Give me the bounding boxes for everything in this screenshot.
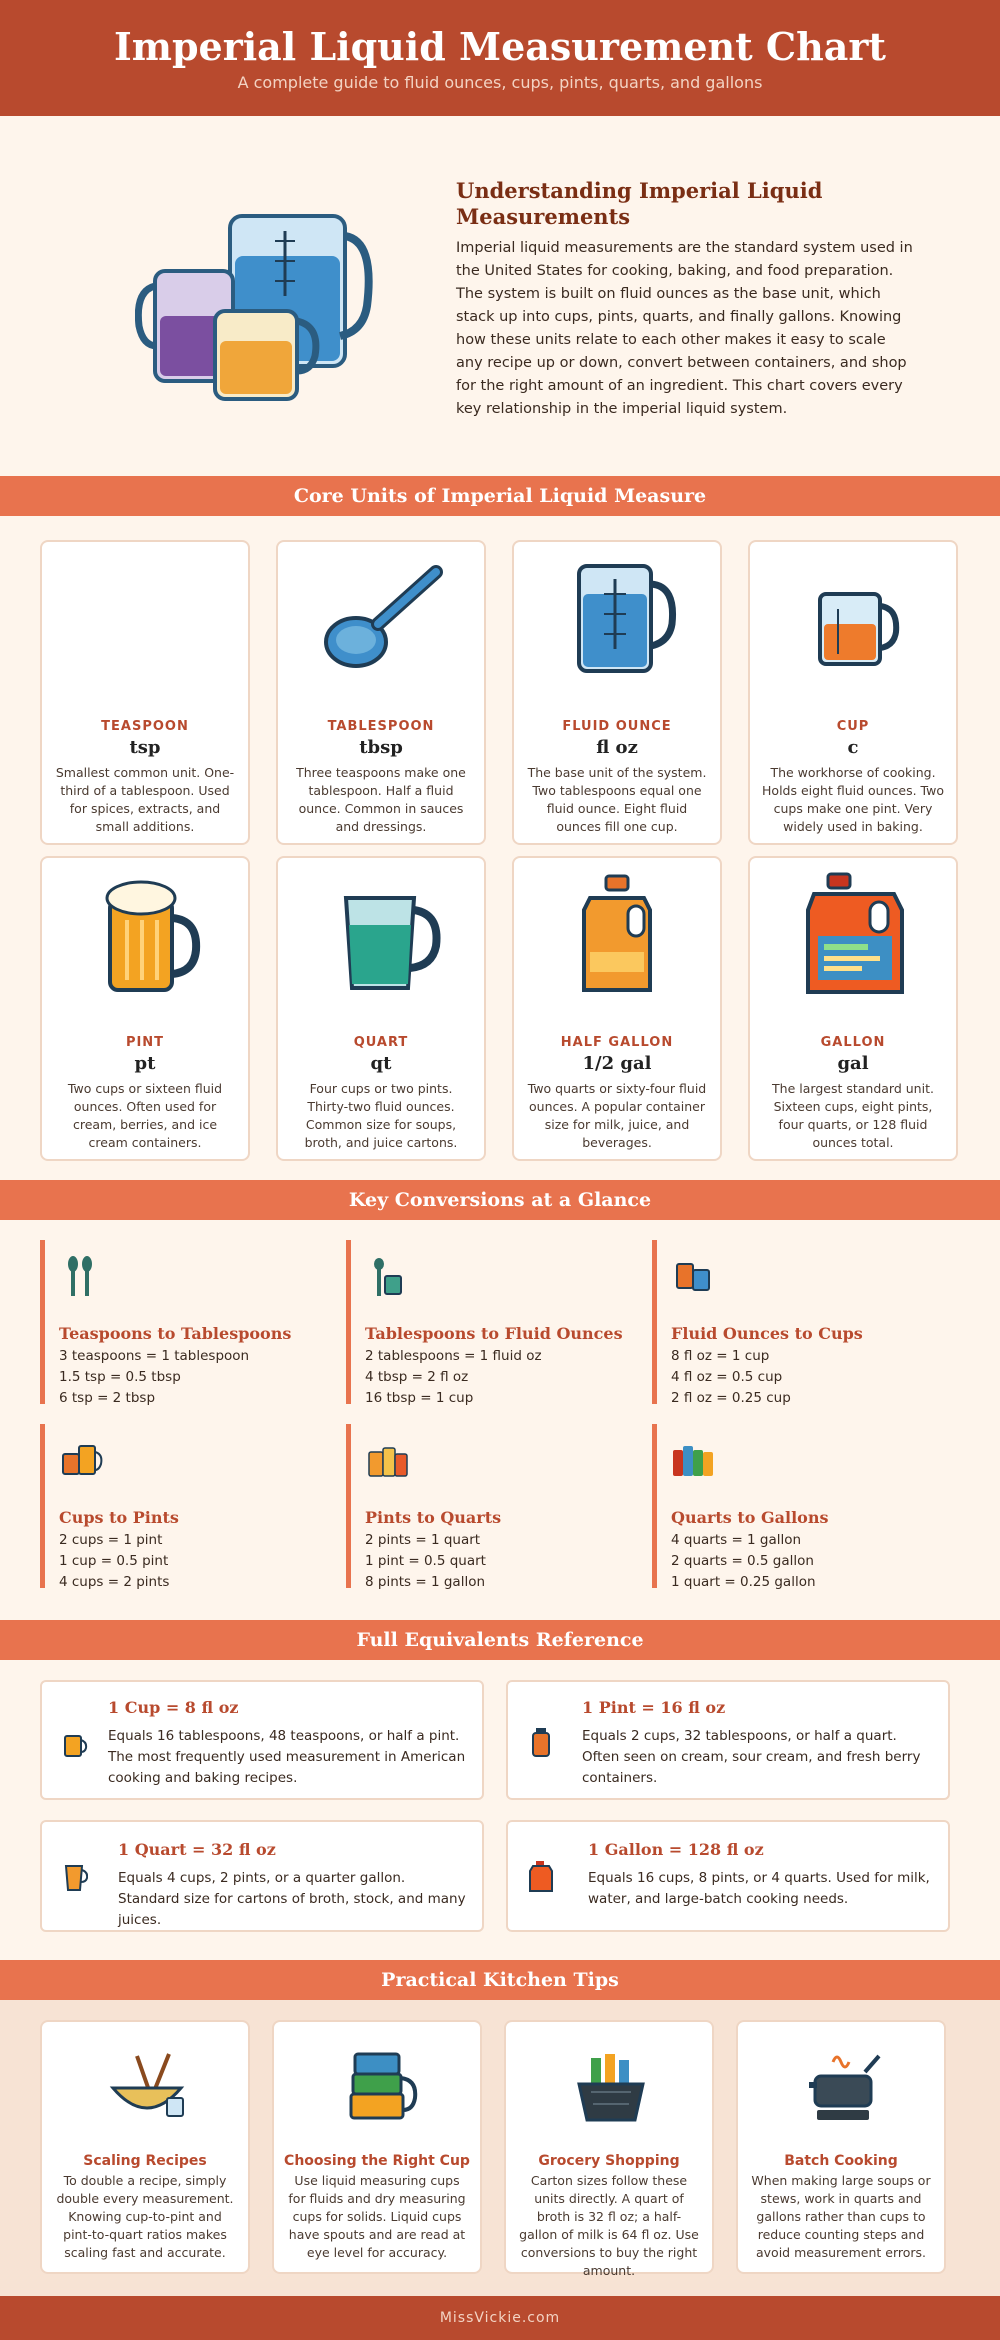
intro-section: [0, 116, 1000, 476]
conversion-line: 16 tbsp = 1 cup: [365, 1390, 474, 1406]
tip-card: [504, 2020, 714, 2278]
cooking-pot-icon: [803, 2048, 883, 2128]
unit-abbr: gal: [837, 1053, 869, 1074]
equivalent-text: Equals 16 cups, 8 pints, or 4 quarts. Used for milk, water, and large-batch cooking needs.: [588, 1870, 930, 1907]
section-key-conversions: Key Conversions at a Glance: [0, 1180, 1000, 1220]
unit-abbr: qt: [370, 1053, 392, 1074]
footer: MissVickie.com: [0, 2296, 1000, 2340]
equivalent-title: 1 Gallon = 128 fl oz: [588, 1840, 764, 1859]
spoon-cup-icon: [365, 1254, 409, 1298]
cups-icon: [671, 1254, 715, 1298]
unit-desc: Two quarts or sixty-four fluid ounces. A popular container size for milk, juice, and beverages.: [527, 1081, 707, 1150]
teaspoon-icon: [82, 554, 212, 684]
conversion-block: [346, 1424, 636, 1588]
tip-text: When making large soups or stews, work in quarts and gallons rather than cups to reduce counting steps and avoid measurement errors.: [751, 2173, 931, 2260]
conversion-line: 4 fl oz = 0.5 cup: [671, 1369, 783, 1385]
spoons-icon: [59, 1254, 103, 1298]
conversion-title: Cups to Pints: [59, 1508, 179, 1527]
unit-abbr: 1/2 gal: [582, 1053, 652, 1074]
conversion-block: [40, 1424, 330, 1588]
intro-text: Imperial liquid measurements are the standard system used in the United States for cooking, baking, and food preparation. The system is built on fluid ounces as the base unit, which stack up into cups, pints, quarts, and finally gallons. Knowing how these units relate to each other makes it easy to scale any recipe up or down, convert between containers, and shop for the right amount of an ingredient. This chart covers every key relationship in the imperial liquid system.: [456, 240, 913, 417]
unit-desc: Two cups or sixteen fluid ounces. Often used for cream, berries, and ice cream containers.: [67, 1081, 223, 1150]
unit-card-half-gallon: [512, 856, 722, 1161]
unit-abbr: pt: [134, 1053, 156, 1074]
conversion-title: Quarts to Gallons: [671, 1508, 829, 1527]
measuring-cup-icon: [790, 554, 920, 684]
unit-card-tablespoon: [276, 540, 486, 845]
equivalent-text: Equals 4 cups, 2 pints, or a quarter gallon. Standard size for cartons of broth, stock, and many juices.: [118, 1870, 466, 1928]
gallon-icon: [528, 1860, 554, 1892]
bottles-icon: [365, 1438, 409, 1482]
tip-text: Carton sizes follow these units directly. A quart of broth is 32 fl oz; a half-gallon of milk is 64 fl oz. Use conversions to buy the right amount.: [519, 2173, 699, 2278]
conversion-line: 8 pints = 1 gallon: [365, 1574, 486, 1590]
unit-category: FLUID OUNCE: [562, 719, 672, 734]
beer-mug-icon: [82, 870, 212, 1000]
unit-card-teaspoon: [40, 540, 250, 845]
unit-category: QUART: [353, 1035, 409, 1050]
unit-card-gallon: [748, 856, 958, 1161]
equivalents-grid: [0, 1660, 1000, 1960]
conversion-line: 2 fl oz = 0.25 cup: [671, 1390, 791, 1406]
unit-desc: Smallest common unit. One-third of a tablespoon. Used for spices, extracts, and small additions.: [55, 765, 235, 834]
conversion-line: 3 teaspoons = 1 tablespoon: [59, 1348, 250, 1364]
equivalent-card: [40, 1820, 484, 1932]
tip-card: [272, 2020, 482, 2274]
unit-card-fluid-ounce: [512, 540, 722, 845]
stacked-cups-icon: [339, 2048, 419, 2128]
small-cup-icon: [62, 1728, 88, 1760]
conversions-grid: [0, 1220, 1000, 1620]
unit-abbr: tsp: [129, 737, 161, 758]
tip-title: Choosing the Right Cup: [284, 2153, 470, 2169]
conversion-line: 8 fl oz = 1 cup: [671, 1348, 770, 1364]
conversion-title: Fluid Ounces to Cups: [671, 1324, 863, 1343]
units-grid: [0, 516, 1000, 1180]
unit-abbr: c: [847, 737, 859, 758]
unit-card-pint: [40, 856, 250, 1161]
unit-category: HALF GALLON: [560, 1035, 674, 1050]
jugs-icon: [671, 1438, 715, 1482]
conversion-line: 2 pints = 1 quart: [365, 1532, 481, 1548]
equivalent-text: Equals 2 cups, 32 tablespoons, or half a quart. Often seen on cream, sour cream, and fresh berry containers.: [582, 1728, 921, 1786]
tip-text: To double a recipe, simply double every measurement. Knowing cup-to-pint and pint-to-quart ratios makes scaling fast and accurate.: [56, 2173, 234, 2260]
equivalent-card: [40, 1680, 484, 1800]
jug-icon: [554, 870, 684, 1000]
unit-category: PINT: [125, 1035, 165, 1050]
unit-desc: The largest standard unit. Sixteen cups, eight pints, four quarts, or 128 fluid ounces total.: [772, 1081, 934, 1150]
conversion-block: [652, 1240, 942, 1404]
conversion-line: 6 tsp = 2 tbsp: [59, 1390, 156, 1406]
tip-title: Scaling Recipes: [83, 2153, 207, 2169]
tip-text: Use liquid measuring cups for fluids and dry measuring cups for solids. Liquid cups have spouts and are read at eye level for accuracy.: [288, 2173, 466, 2260]
tablespoon-icon: [318, 554, 448, 684]
unit-desc: The workhorse of cooking. Holds eight fluid ounces. Two cups make one pint. Very widely used in baking.: [762, 765, 944, 834]
unit-desc: The base unit of the system. Two tablespoons equal one fluid ounce. Eight fluid ounces fill one cup.: [527, 765, 707, 834]
measuring-cups-icon: [135, 206, 375, 406]
conversion-title: Tablespoons to Fluid Ounces: [365, 1324, 623, 1343]
equivalent-title: 1 Pint = 16 fl oz: [582, 1698, 726, 1717]
conversion-line: 2 tablespoons = 1 fluid oz: [365, 1348, 542, 1364]
equivalent-card: [506, 1680, 950, 1800]
tip-card: [40, 2020, 250, 2274]
section-equivalents: Full Equivalents Reference: [0, 1620, 1000, 1660]
unit-abbr: fl oz: [596, 737, 638, 758]
unit-category: GALLON: [820, 1035, 886, 1050]
equivalent-text: Equals 16 tablespoons, 48 teaspoons, or half a pint. The most frequently used measurement in American cooking and baking recipes.: [108, 1728, 466, 1786]
unit-desc: Three teaspoons make one tablespoon. Half a fluid ounce. Common in sauces and dressings.: [296, 765, 466, 834]
conversion-line: 1 cup = 0.5 pint: [59, 1553, 169, 1569]
page-title: Imperial Liquid Measurement Chart: [113, 24, 886, 69]
conversion-title: Pints to Quarts: [365, 1508, 502, 1527]
conversion-line: 2 cups = 1 pint: [59, 1532, 163, 1548]
pint-jar-icon: [528, 1726, 554, 1758]
page-header: [0, 0, 1000, 116]
section-tips: Practical Kitchen Tips: [0, 1960, 1000, 2000]
conversion-line: 1.5 tsp = 0.5 tbsp: [59, 1369, 181, 1385]
conversion-line: 4 cups = 2 pints: [59, 1574, 170, 1590]
unit-card-cup: [748, 540, 958, 845]
unit-abbr: tbsp: [359, 737, 403, 758]
conversion-line: 1 quart = 0.25 gallon: [671, 1574, 816, 1590]
section-core-units: Core Units of Imperial Liquid Measure: [0, 476, 1000, 516]
equivalent-title: 1 Quart = 32 fl oz: [118, 1840, 276, 1859]
mixing-bowl-icon: [107, 2048, 187, 2128]
quart-pitcher-icon: [62, 1860, 88, 1892]
unit-card-quart: [276, 856, 486, 1161]
tip-title: Grocery Shopping: [538, 2153, 680, 2169]
intro-title: Understanding Imperial Liquid Measurements: [456, 178, 823, 229]
measuring-jug-icon: [554, 554, 684, 684]
conversion-line: 4 tbsp = 2 fl oz: [365, 1369, 469, 1385]
conversion-block: [652, 1424, 942, 1588]
unit-category: TEASPOON: [101, 719, 189, 734]
tip-title: Batch Cooking: [784, 2153, 898, 2169]
unit-category: CUP: [836, 719, 870, 734]
gallon-jug-icon: [790, 870, 920, 1000]
unit-category: TABLESPOON: [327, 719, 435, 734]
conversion-block: [346, 1240, 636, 1404]
conversion-line: 4 quarts = 1 gallon: [671, 1532, 802, 1548]
equivalent-title: 1 Cup = 8 fl oz: [108, 1698, 239, 1717]
conversion-line: 2 quarts = 0.5 gallon: [671, 1553, 814, 1569]
conversion-title: Teaspoons to Tablespoons: [59, 1324, 292, 1343]
tip-card: [736, 2020, 946, 2274]
conversion-block: [40, 1240, 330, 1404]
conversion-line: 1 pint = 0.5 quart: [365, 1553, 486, 1569]
pitcher-icon: [318, 870, 448, 1000]
equivalent-card: [506, 1820, 950, 1932]
cup-mug-icon: [59, 1438, 103, 1482]
shopping-basket-icon: [571, 2048, 651, 2128]
unit-desc: Four cups or two pints. Thirty-two fluid ounces. Common size for soups, broth, and juice cartons.: [304, 1081, 458, 1150]
page-subtitle: A complete guide to fluid ounces, cups, pints, quarts, and gallons: [237, 73, 763, 92]
